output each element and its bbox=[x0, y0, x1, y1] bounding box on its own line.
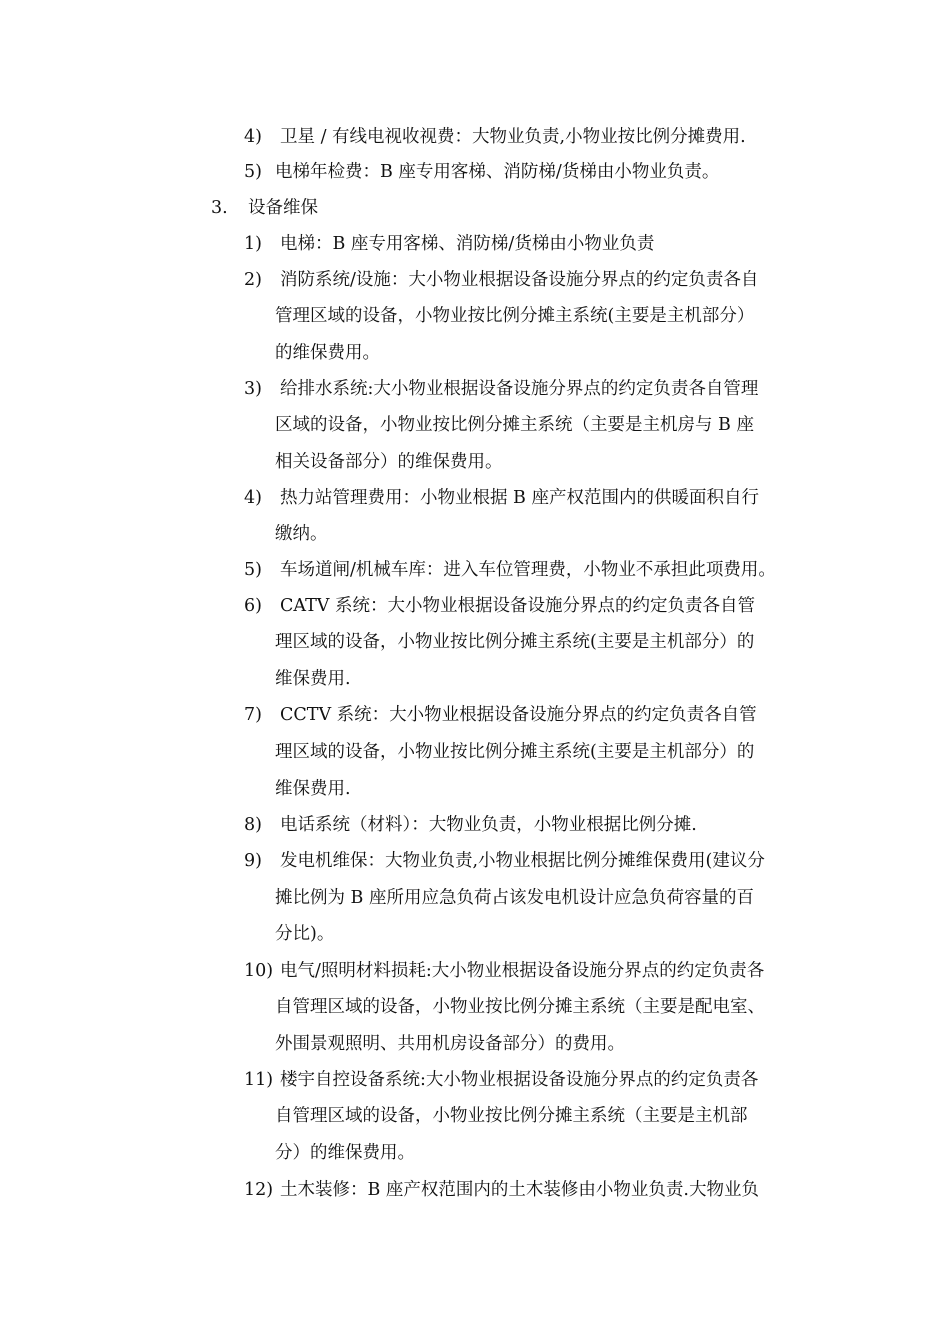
item-text: 区域的设备，小物业按比例分摊主系统（主要是主机房与 B 座 bbox=[275, 415, 754, 435]
item-text: 自管理区域的设备，小物业按比例分摊主系统（主要是配电室、 bbox=[275, 997, 765, 1017]
item-text: 缴纳。 bbox=[275, 524, 328, 544]
item-number: 12) bbox=[244, 1180, 274, 1200]
section-title: 设备维保 bbox=[248, 198, 318, 218]
item-text: 相关设备部分）的维保费用。 bbox=[275, 452, 503, 472]
item-text: 的维保费用。 bbox=[275, 343, 380, 363]
item-number: 10) bbox=[244, 961, 274, 981]
item-text: 摊比例为 B 座所用应急负荷占该发电机设计应急负荷容量的百 bbox=[275, 888, 754, 908]
item-number: 4) bbox=[244, 488, 262, 508]
item-number: 8) bbox=[244, 815, 262, 835]
item-text: 分比)。 bbox=[275, 924, 335, 944]
item-text: CATV 系统：大小物业根据设备设施分界点的约定负责各自管 bbox=[280, 596, 755, 616]
item-text: 卫星 / 有线电视收视费：大物业负责,小物业按比例分摊费用. bbox=[280, 127, 746, 147]
item-text: 给排水系统:大小物业根据设备设施分界点的约定负责各自管理 bbox=[280, 379, 759, 399]
item-text: 车场道闸/机械车库：进入车位管理费，小物业不承担此项费用。 bbox=[280, 560, 776, 580]
item-text: 电气/照明材料损耗:大小物业根据设备设施分界点的约定负责各 bbox=[280, 961, 765, 981]
item-text: CCTV 系统：大小物业根据设备设施分界点的约定负责各自管 bbox=[280, 705, 757, 725]
item-text: 外围景观照明、共用机房设备部分）的费用。 bbox=[275, 1034, 625, 1054]
item-number: 1) bbox=[244, 234, 262, 254]
item-text: 理区域的设备，小物业按比例分摊主系统(主要是主机部分）的 bbox=[275, 742, 755, 762]
item-number: 4) bbox=[244, 127, 262, 147]
item-text: 自管理区域的设备，小物业按比例分摊主系统（主要是主机部 bbox=[275, 1106, 748, 1126]
item-number: 11) bbox=[244, 1070, 274, 1090]
item-text: 分）的维保费用。 bbox=[275, 1143, 415, 1163]
item-text: 土木装修：B 座产权范围内的土木装修由小物业负责.大物业负 bbox=[280, 1180, 759, 1200]
item-number: 3) bbox=[244, 379, 262, 399]
item-number: 7) bbox=[244, 705, 262, 725]
item-text: 维保费用. bbox=[275, 779, 351, 799]
item-text: 管理区域的设备，小物业按比例分摊主系统(主要是主机部分） bbox=[275, 306, 755, 326]
item-text: 楼宇自控设备系统:大小物业根据设备设施分界点的约定负责各 bbox=[280, 1070, 759, 1090]
item-number: 6) bbox=[244, 596, 262, 616]
item-number: 2) bbox=[244, 270, 262, 290]
item-text: 消防系统/设施：大小物业根据设备设施分界点的约定负责各自 bbox=[280, 270, 759, 290]
item-number: 5) bbox=[244, 162, 262, 182]
section-number: 3. bbox=[211, 198, 228, 218]
item-number: 5) bbox=[244, 560, 262, 580]
item-text: 发电机维保：大物业负责,小物业根据比例分摊维保费用(建议分 bbox=[280, 851, 765, 871]
item-number: 9) bbox=[244, 851, 262, 871]
item-text: 热力站管理费用：小物业根据 B 座产权范围内的供暖面积自行 bbox=[280, 488, 759, 508]
item-text: 电梯年检费：B 座专用客梯、消防梯/货梯由小物业负责。 bbox=[275, 162, 720, 182]
item-text: 电梯：B 座专用客梯、消防梯/货梯由小物业负责 bbox=[280, 234, 655, 254]
item-text: 电话系统（材料）：大物业负责，小物业根据比例分摊. bbox=[280, 815, 697, 835]
item-text: 理区域的设备，小物业按比例分摊主系统(主要是主机部分）的 bbox=[275, 632, 755, 652]
item-text: 维保费用. bbox=[275, 669, 351, 689]
